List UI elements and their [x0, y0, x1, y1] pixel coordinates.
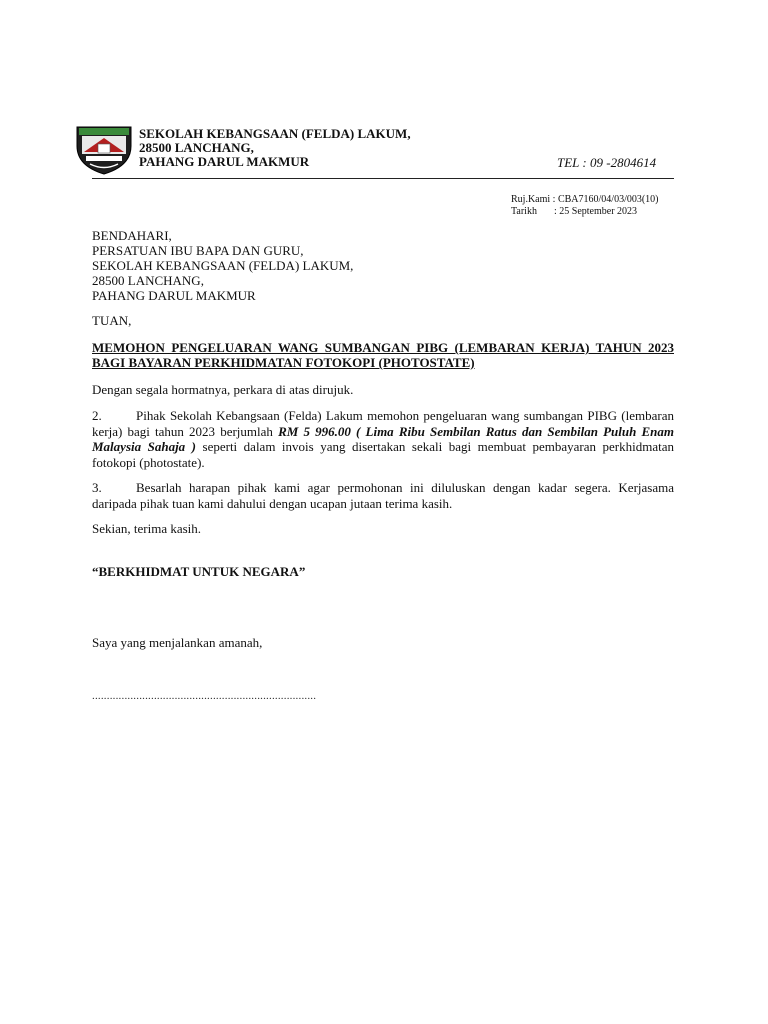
recipient-line: BENDAHARI, — [92, 228, 172, 243]
motto: “BERKHIDMAT UNTUK NEGARA” — [92, 564, 306, 579]
date-row — [511, 206, 659, 218]
paragraph-text: Pihak Sekolah Kebangsaan (Felda) Lakum memohon pengeluaran wang sumbangan PIBG (lembaran kerja) bagi tahun 2023 berjumlah — [92, 408, 674, 439]
reference-number-row — [511, 194, 659, 206]
signoff: Saya yang menjalankan amanah, — [92, 635, 263, 650]
letterhead-divider — [92, 178, 674, 179]
date-label: Tarikh — [511, 206, 537, 217]
school-crest-icon — [74, 122, 134, 176]
recipient-address — [92, 228, 353, 303]
paragraph-2 — [92, 408, 674, 470]
recipient-line: PAHANG DARUL MAKMUR — [92, 288, 256, 303]
reference-value: : CBA7160/04/03/003(10) — [550, 194, 659, 205]
payment-amount: RM 5 996.00 ( Lima Ribu Sembilan Ratus dan Sembilan Puluh Enam Malaysia Sahaja ) — [92, 423, 674, 454]
school-postcode-city: 28500 LANCHANG, — [139, 140, 254, 155]
closing-line: Sekian, terima kasih. — [92, 521, 202, 536]
recipient-line: SEKOLAH KEBANGSAAN (FELDA) LAKUM, — [92, 258, 354, 273]
reference-label: Ruj.Kami — [511, 194, 551, 205]
intro-paragraph: Dengan segala hormatnya, perkara di atas dirujuk. — [92, 382, 354, 397]
school-state: PAHANG DARUL MAKMUR — [139, 154, 310, 169]
school-name: SEKOLAH KEBANGSAAN (FELDA) LAKUM, — [139, 126, 411, 141]
paragraph-number: 3. — [92, 480, 102, 495]
salutation: TUAN, — [92, 313, 132, 328]
date-value: : 25 September 2023 — [554, 206, 638, 217]
school-address-block — [139, 127, 411, 169]
telephone: TEL : 09 -2804614 — [557, 155, 657, 170]
recipient-line: 28500 LANCHANG, — [92, 273, 204, 288]
paragraph-text: Besarlah harapan pihak kami agar permohonan ini diluluskan dengan kadar segera. Kerjasama daripada pihak tuan kami dahului dengan ucapan jutaan terima kasih. — [92, 480, 674, 511]
recipient-line: PERSATUAN IBU BAPA DAN GURU, — [92, 243, 304, 258]
paragraph-3 — [92, 480, 674, 511]
paragraph-number: 2. — [92, 408, 102, 423]
signature-line: ............................................................................ — [92, 690, 317, 702]
paragraph-text: seperti dalam invois yang disertakan sekali bagi membuat pembayaran perkhidmatan fotokopi (photostate). — [92, 439, 674, 470]
letter-subject: MEMOHON PENGELUARAN WANG SUMBANGAN PIBG (LEMBARAN KERJA) TAHUN 2023 BAGI BAYARAN PERKHIDMATAN FOTOKOPI (PHOTOSTATE) — [92, 340, 674, 370]
reference-block — [511, 194, 659, 218]
